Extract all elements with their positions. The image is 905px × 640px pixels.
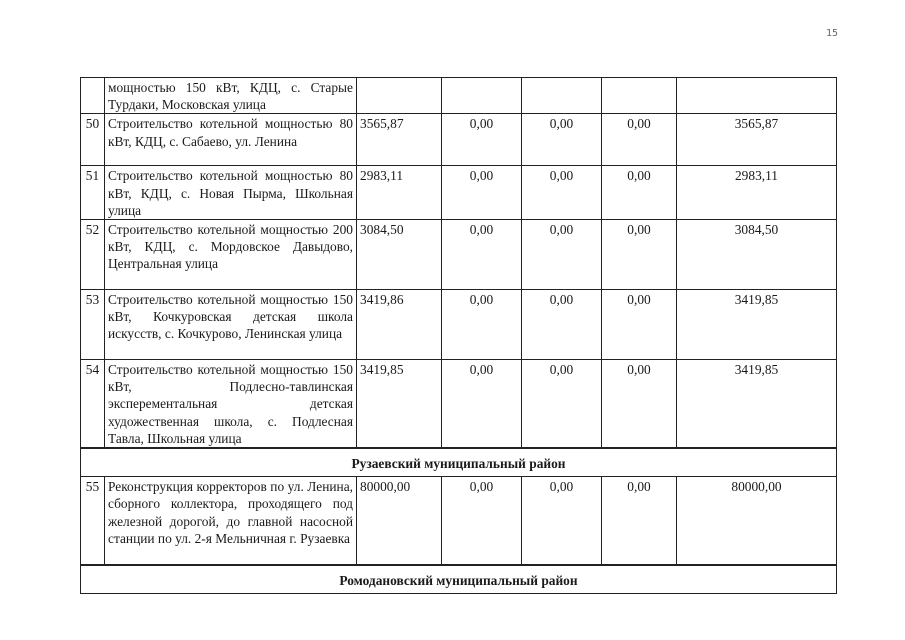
total-value: 2983,11 [677,166,837,220]
page-number: 15 [826,28,839,39]
value-col-1: 80000,00 [357,477,442,565]
object-description: Строительство котельной мощностью 150 кВт, Кочкуровская детская школа искусств, с. Кочкурово, Ленинская улица [105,290,357,360]
section-header-row [81,448,837,477]
total-value: 3419,85 [677,360,837,449]
value-col-3: 0,00 [522,477,602,565]
object-description: Строительство котельной мощностью 150 кВт, Подлесно-тавлинская эксперементальная детская художественная школа, с. Подлесная Тавла, Школьная улица [105,360,357,449]
value-col-4: 0,00 [602,360,677,449]
total-value: 3084,50 [677,220,837,290]
section-title: Ромодановский муниципальный район [81,565,837,594]
row-number: 51 [81,166,105,220]
value-col-3: 0,00 [522,220,602,290]
object-description: мощностью 150 кВт, КДЦ, с. Старые Турдаки, Московская улица [105,78,357,114]
value-col-2: 0,00 [442,360,522,449]
value-col-1 [357,78,442,114]
value-col-1: 2983,11 [357,166,442,220]
object-description: Строительство котельной мощностью 200 кВт, КДЦ, с. Мордовское Давыдово, Центральная улица [105,220,357,290]
budget-table [80,77,837,594]
row-number: 55 [81,477,105,565]
object-description: Строительство котельной мощностью 80 кВт, КДЦ, с. Сабаево, ул. Ленина [105,114,357,166]
value-col-4: 0,00 [602,166,677,220]
value-col-3 [522,78,602,114]
value-col-2: 0,00 [442,220,522,290]
value-col-2: 0,00 [442,114,522,166]
total-value: 3565,87 [677,114,837,166]
table-row [81,360,837,449]
table-row [81,290,837,360]
row-number: 53 [81,290,105,360]
object-description: Строительство котельной мощностью 80 кВт, КДЦ, с. Новая Пырма, Школьная улица [105,166,357,220]
section-header-row [81,565,837,594]
total-value: 3419,85 [677,290,837,360]
value-col-4: 0,00 [602,220,677,290]
table-row [81,114,837,166]
value-col-3: 0,00 [522,166,602,220]
object-description: Реконструкция корректоров по ул. Ленина, сборного коллектора, проходящего под железной дорогой, до главной насосной станции по ул. 2-я Мельничная г. Рузаевка [105,477,357,565]
value-col-4 [602,78,677,114]
value-col-1: 3565,87 [357,114,442,166]
value-col-3: 0,00 [522,360,602,449]
value-col-2 [442,78,522,114]
table-row [81,220,837,290]
row-number: 50 [81,114,105,166]
value-col-4: 0,00 [602,477,677,565]
value-col-4: 0,00 [602,114,677,166]
table-row [81,477,837,565]
value-col-1: 3419,85 [357,360,442,449]
row-number: 54 [81,360,105,449]
table-row [81,78,837,114]
value-col-2: 0,00 [442,477,522,565]
value-col-3: 0,00 [522,114,602,166]
total-value: 80000,00 [677,477,837,565]
value-col-3: 0,00 [522,290,602,360]
row-number [81,78,105,114]
value-col-1: 3419,86 [357,290,442,360]
value-col-4: 0,00 [602,290,677,360]
value-col-2: 0,00 [442,166,522,220]
value-col-2: 0,00 [442,290,522,360]
total-value [677,78,837,114]
table-row [81,166,837,220]
value-col-1: 3084,50 [357,220,442,290]
section-title: Рузаевский муниципальный район [81,448,837,477]
row-number: 52 [81,220,105,290]
